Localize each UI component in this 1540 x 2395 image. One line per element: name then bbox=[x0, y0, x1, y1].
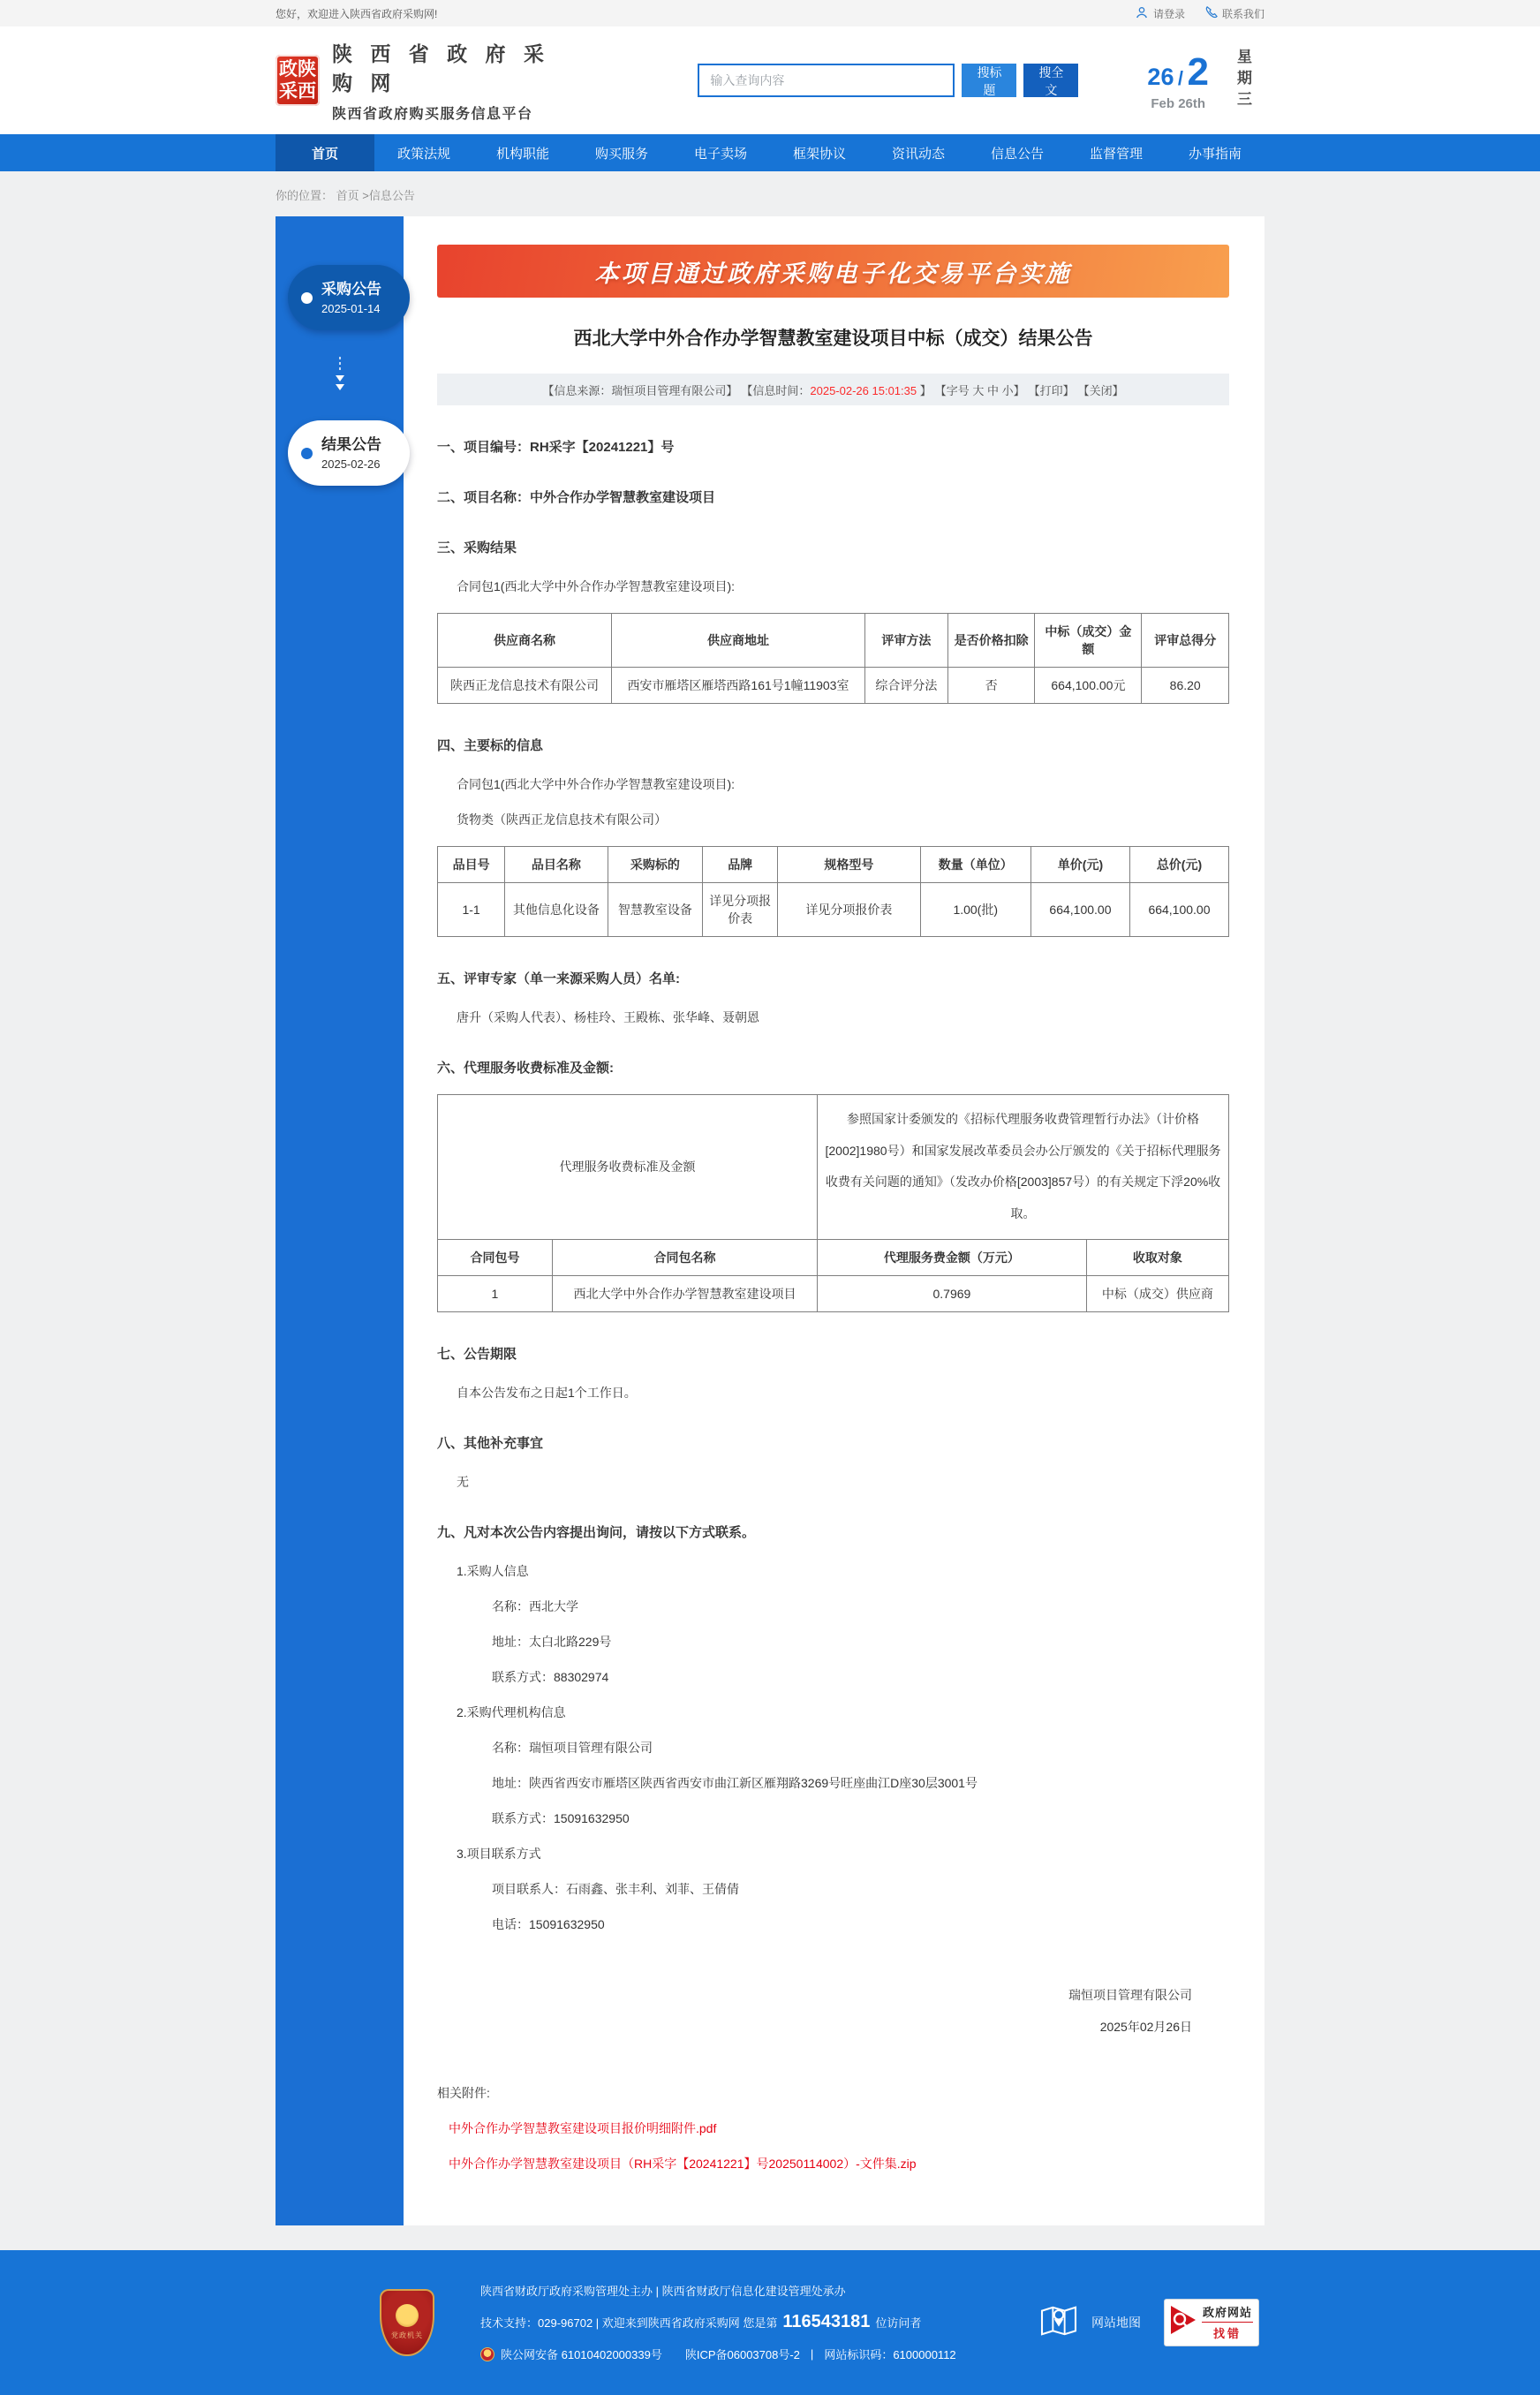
breadcrumb-current[interactable]: 信息公告 bbox=[368, 189, 415, 202]
signature-date: 2025年02月26日 bbox=[1099, 2020, 1192, 2035]
contact-line: 地址：陕西省西安市雁塔区陕西省西安市曲江新区雁翔路3269号旺座曲江D座30层3001号 bbox=[492, 1775, 978, 1790]
contract-package-line: 合同包1(西北大学中外合作办学智慧教室建设项目): bbox=[457, 777, 735, 791]
icp-registration[interactable]: 陕ICP备06003708号-2 bbox=[684, 2348, 800, 2362]
site-title: 陕 西 省 政 府 采 购 网 bbox=[332, 42, 550, 94]
contact-line: 项目联系人：石雨鑫、张丰利、刘菲、王倩倩 bbox=[492, 1881, 739, 1896]
site-names bbox=[332, 38, 561, 123]
attachments-label: 相关附件: bbox=[437, 2085, 490, 2100]
section-procurement-result: 三、采购结果 bbox=[437, 540, 517, 555]
table-merged-row: 代理服务收费标准及金额 参照国家计委颁发的《招标代理服务收费管理暂行办法》（计价格[2002]1980号）和国家发展改革委员会办公厅颁发的《关于招标代理服务收费有关问题的通知》（发改办价格[2003]857号）的有关规定下浮20%收取。 bbox=[438, 1095, 1229, 1240]
date-widget: 26 / 2 Feb 26th 星期三 bbox=[1147, 49, 1264, 112]
search-fulltext-button[interactable]: 搜全文 bbox=[1023, 64, 1078, 97]
meta-bar: 【信息来源：瑞恒项目管理有限公司】 【信息时间：2025-02-26 15:01:35 】 【字号 大 中 小】 【打印】 【关闭】 bbox=[437, 374, 1229, 405]
map-icon bbox=[1040, 2304, 1077, 2340]
site-footer bbox=[0, 2250, 1540, 2395]
login-link[interactable]: 请登录 bbox=[1135, 5, 1185, 22]
agency-fee-table bbox=[437, 1094, 1229, 1312]
main-nav bbox=[0, 134, 1540, 171]
contact-line: 地址：太白北路229号 bbox=[492, 1634, 612, 1649]
sidebar-item-procurement-announcement[interactable]: 采购公告 2025-01-14 bbox=[288, 265, 410, 330]
table-header-row: 合同包号 合同包名称 代理服务费金额（万元） 收取对象 bbox=[438, 1239, 1229, 1275]
section-experts: 五、评审专家（单一来源采购人员）名单: bbox=[437, 971, 680, 986]
table-row: 1-1 其他信息化设备 智慧教室设备 详见分项报价表 详见分项报价表 1.00(批) 664,100.00 664,100.00 bbox=[438, 883, 1229, 937]
info-source: 【信息来源：瑞恒项目管理有限公司】 bbox=[542, 383, 738, 397]
contact-line: 联系方式：88302974 bbox=[492, 1669, 609, 1684]
experts-list: 唐升（采购人代表）、杨桂玲、王殿栋、张华峰、聂朝恩 bbox=[457, 1010, 759, 1024]
contact-line: 名称：瑞恒项目管理有限公司 bbox=[492, 1740, 653, 1755]
attachment-link-zip[interactable]: 中外合作办学智慧教室建设项目（RH采字【20241221】号20250114002）-文件集.zip bbox=[449, 2156, 917, 2171]
error-report-badge[interactable]: 政府网站 找错 bbox=[1164, 2299, 1259, 2346]
breadcrumb: 你的位置： 首页 >信息公告 bbox=[276, 189, 415, 202]
search-bar bbox=[698, 64, 1078, 97]
weekday-label: 星期三 bbox=[1234, 49, 1251, 112]
footer-organizer-line: 陕西省财政厅政府采购管理处主办 | 陕西省财政厅信息化建设管理处承办 bbox=[480, 2285, 846, 2299]
signature-block bbox=[437, 1979, 1229, 2044]
nav-item-home[interactable]: 首页 bbox=[276, 134, 374, 171]
nav-item-e-mall[interactable]: 电子卖场 bbox=[693, 146, 747, 162]
date-day: 26 bbox=[1147, 63, 1174, 90]
police-registration[interactable]: 陕公网安备 61010402000339号 bbox=[501, 2348, 662, 2362]
close-button[interactable]: 【关闭】 bbox=[1077, 383, 1124, 397]
date-english: Feb 26th bbox=[1151, 95, 1206, 111]
sitemap-link[interactable]: 网站地图 bbox=[1040, 2304, 1141, 2340]
police-badge-icon bbox=[480, 2347, 494, 2361]
site-header bbox=[0, 26, 1540, 134]
nav-item-policies[interactable]: 政策法规 bbox=[396, 146, 450, 162]
table-row: 陕西正龙信息技术有限公司 西安市雁塔区雁塔西路161号1幢11903室 综合评分法 否 664,100.00元 86.20 bbox=[438, 668, 1229, 704]
other-matters-text: 无 bbox=[457, 1474, 469, 1489]
bullet-icon bbox=[301, 448, 313, 459]
contact-line: 联系方式：15091632950 bbox=[492, 1810, 630, 1825]
footer-visitor-line: 技术支持：029-96702 | 欢迎来到陕西省政府采购网 您是第 116543181 位访问者 bbox=[480, 2312, 922, 2332]
font-size-control[interactable]: 【字号 大 中 小】 bbox=[934, 383, 1025, 397]
contact-line: 名称：西北大学 bbox=[492, 1598, 578, 1613]
welcome-text: 您好，欢迎进入陕西省政府采购网! bbox=[276, 7, 438, 20]
nav-item-functions[interactable]: 机构职能 bbox=[495, 146, 549, 162]
contact-group-title: 3.项目联系方式 bbox=[457, 1846, 541, 1861]
contact-us-link[interactable]: 联系我们 bbox=[1204, 5, 1264, 21]
section-project-name: 二、项目名称：中外合作办学智慧教室建设项目 bbox=[437, 490, 716, 505]
emblem-icon bbox=[396, 2304, 419, 2327]
site-code: 网站标识码：6100000112 bbox=[824, 2348, 956, 2362]
site-subtitle: 陕西省政府购买服务信息平台 bbox=[332, 107, 533, 122]
search-title-button[interactable]: 搜标题 bbox=[962, 64, 1016, 97]
footer-registration-line: 陕公网安备 61010402000339号 陕ICP备06003708号-2 | 网站标识码：6100000112 bbox=[480, 2346, 956, 2362]
search-input[interactable] bbox=[698, 64, 955, 97]
info-time: 2025-02-26 15:01:35 bbox=[810, 383, 917, 397]
platform-banner: 本项目通过政府采购电子化交易平台实施 bbox=[437, 245, 1229, 298]
section-project-number: 一、项目编号：RH采字【20241221】号 bbox=[437, 440, 675, 455]
contact-group-title: 1.采购人信息 bbox=[457, 1563, 529, 1578]
contact-line: 电话：15091632950 bbox=[492, 1916, 605, 1931]
contact-group-title: 2.采购代理机构信息 bbox=[457, 1704, 566, 1719]
topbar bbox=[0, 0, 1540, 26]
nav-item-purchase-services[interactable]: 购买服务 bbox=[594, 146, 648, 162]
table-header-row: 品目号 品目名称 采购标的 品牌 规格型号 数量（单位） 单价(元) 总价(元) bbox=[438, 847, 1229, 883]
down-arrow-icon bbox=[276, 357, 404, 394]
announcement-article bbox=[404, 216, 1264, 2225]
contract-package-line: 合同包1(西北大学中外合作办学智慧教室建设项目): bbox=[457, 579, 735, 593]
page-title: 西北大学中外合作办学智慧教室建设项目中标（成交）结果公告 bbox=[573, 329, 1093, 349]
announcement-period-text: 自本公告发布之日起1个工作日。 bbox=[457, 1385, 637, 1400]
nav-item-news[interactable]: 资讯动态 bbox=[891, 146, 945, 162]
goods-category-line: 货物类（陕西正龙信息技术有限公司） bbox=[457, 812, 667, 827]
print-button[interactable]: 【打印】 bbox=[1028, 383, 1075, 397]
section-main-subject-info: 四、主要标的信息 bbox=[437, 738, 544, 753]
nav-item-framework[interactable]: 框架协议 bbox=[792, 146, 846, 162]
section-contact: 九、凡对本次公告内容提出询问，请按以下方式联系。 bbox=[437, 1524, 756, 1540]
nav-item-supervision[interactable]: 监督管理 bbox=[1089, 146, 1143, 162]
section-other-matters: 八、其他补充事宜 bbox=[437, 1435, 544, 1451]
attachment-link-pdf[interactable]: 中外合作办学智慧教室建设项目报价明细附件.pdf bbox=[449, 2120, 717, 2135]
gov-shield-badge: 党政机关 bbox=[380, 2289, 434, 2356]
nav-item-guide[interactable]: 办事指南 bbox=[1188, 146, 1242, 162]
announcement-timeline-sidebar bbox=[276, 216, 404, 2225]
error-report-icon bbox=[1170, 2305, 1197, 2339]
nav-item-announcements[interactable]: 信息公告 bbox=[990, 146, 1044, 162]
visitor-count: 116543181 bbox=[782, 2312, 871, 2332]
date-month: 2 bbox=[1187, 49, 1209, 94]
section-announcement-period: 七、公告期限 bbox=[437, 1346, 517, 1362]
signature-company: 瑞恒项目管理有限公司 bbox=[1068, 1987, 1192, 2002]
site-logo[interactable]: 政 陕 采 西 bbox=[276, 55, 320, 106]
table-header-row: 供应商名称 供应商地址 评审方法 是否价格扣除 中标（成交）金额 评审总得分 bbox=[438, 614, 1229, 668]
table-row: 1 西北大学中外合作办学智慧教室建设项目 0.7969 中标（成交）供应商 bbox=[438, 1275, 1229, 1311]
bullet-icon bbox=[301, 292, 313, 304]
supplier-result-table bbox=[437, 613, 1229, 704]
subject-detail-table bbox=[437, 846, 1229, 937]
phone-icon bbox=[1204, 5, 1218, 21]
breadcrumb-home[interactable]: 首页 bbox=[336, 189, 359, 202]
sidebar-item-result-announcement[interactable]: 结果公告 2025-02-26 bbox=[288, 420, 410, 486]
section-agency-fee: 六、代理服务收费标准及金额: bbox=[437, 1061, 614, 1076]
user-icon bbox=[1135, 5, 1149, 22]
